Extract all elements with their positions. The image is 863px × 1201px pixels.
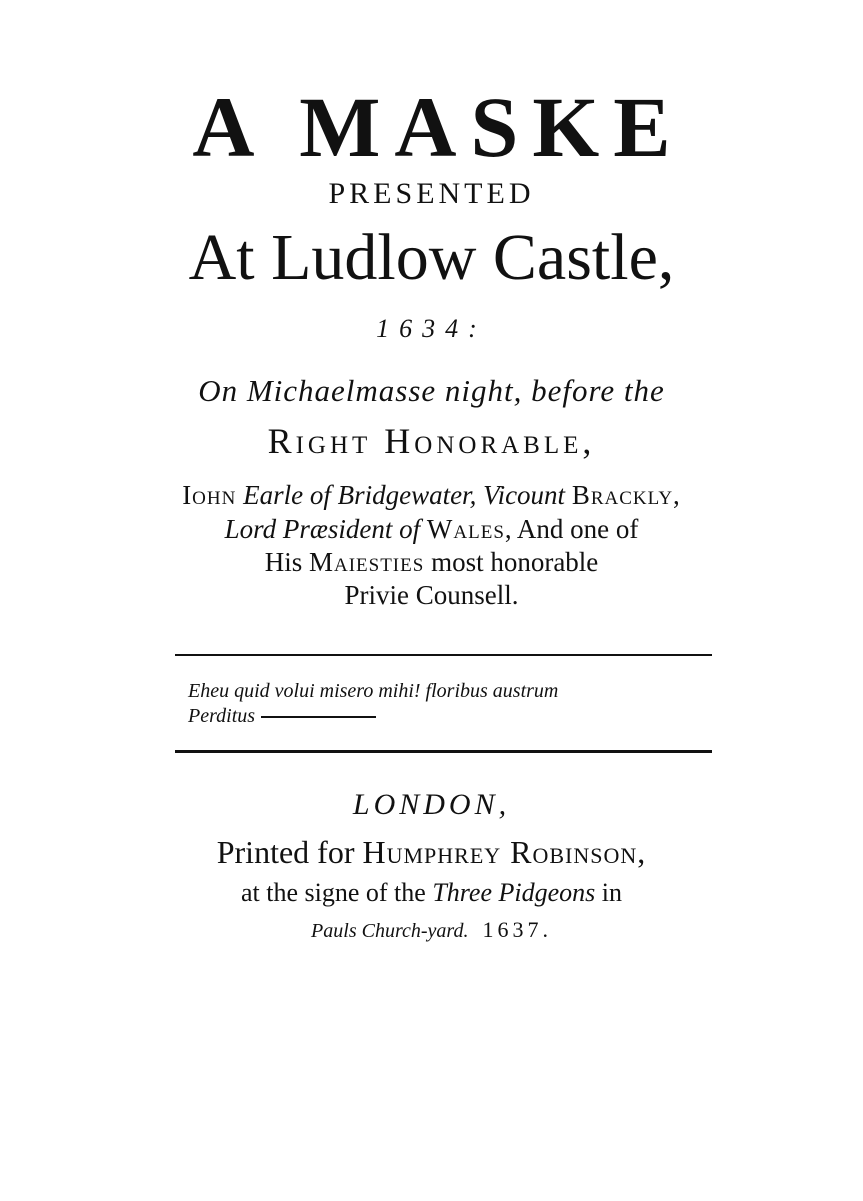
place-line: At Ludlow Castle,	[188, 221, 675, 294]
sign-post: in	[595, 878, 623, 907]
imprint-year: 1637.	[482, 917, 552, 942]
dedicatee-name: Iohn	[182, 480, 237, 510]
office-line	[0, 516, 863, 543]
yard-line	[0, 919, 863, 941]
presented-line: PRESENTED	[328, 177, 535, 210]
office-rest: , And one of	[504, 514, 639, 544]
majesty-word: Maiesties	[308, 547, 425, 577]
sign-name: Three Pidgeons	[432, 878, 596, 907]
council-line: Privie Counsell.	[344, 580, 519, 610]
majesty-post: most honorable	[424, 547, 599, 577]
top-divider	[175, 654, 712, 656]
sign-line	[0, 880, 863, 906]
dedicatee-seat: Brackly,	[571, 480, 681, 510]
bottom-divider	[175, 750, 712, 753]
motto-line-2-text: Perditus	[188, 705, 256, 727]
office-place: Wales	[426, 514, 505, 544]
majesty-pre: His	[264, 547, 309, 577]
yard-place: Pauls Church-yard.	[311, 920, 469, 942]
office-role: Lord Præsident of	[224, 514, 421, 544]
page-title: A MASKE	[192, 79, 685, 175]
honorific-line: Right Honorable,	[267, 421, 596, 461]
dedicatee-line	[0, 482, 863, 509]
dedicatee-title: Earle of Bridgewater, Vicount	[243, 480, 566, 510]
printer-line	[0, 836, 863, 868]
sign-pre: at the signe of the	[240, 878, 433, 907]
performance-year: 1634:	[376, 314, 487, 343]
printer-pre: Printed for	[216, 834, 363, 870]
motto-line-1: Eheu quid volui misero mihi! floribus austrum	[188, 680, 559, 702]
motto-line-2	[188, 706, 708, 726]
occasion-line: On Michaelmasse night, before the	[198, 373, 665, 408]
imprint-city: LONDON,	[352, 788, 511, 821]
majesty-line	[0, 549, 863, 576]
motto-dash	[261, 716, 376, 718]
printer-name: Humphrey Robinson,	[362, 834, 647, 870]
